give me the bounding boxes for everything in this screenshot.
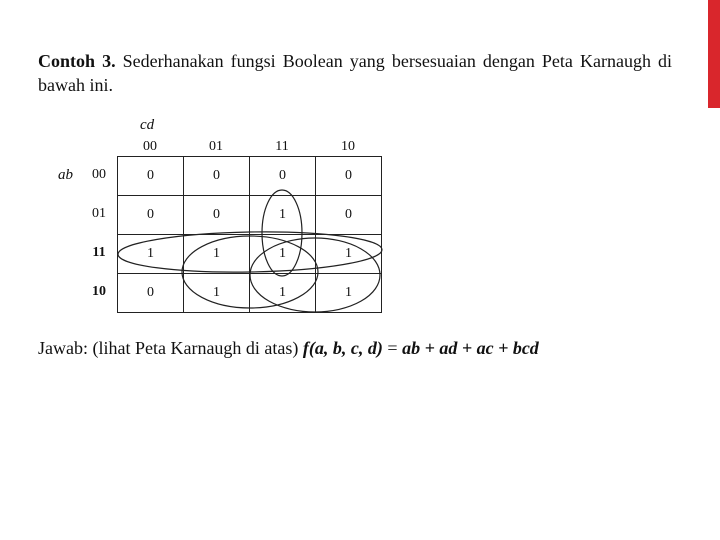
kmap-row	[118, 196, 382, 235]
kmap-cell: 0	[118, 274, 184, 313]
kmap-cell: 1	[316, 274, 382, 313]
row-variable-label: ab	[58, 167, 73, 183]
kmap-row	[118, 235, 382, 274]
karnaugh-map	[117, 156, 382, 313]
kmap-cell: 0	[316, 196, 382, 235]
kmap-cell: 0	[118, 196, 184, 235]
kmap-cell: 1	[250, 196, 316, 235]
answer-function: f(a, b, c, d)	[302, 338, 383, 358]
kmap-row	[118, 274, 382, 313]
kmap-cell: 1	[118, 235, 184, 274]
kmap-cell: 0	[184, 196, 250, 235]
column-variable-label: cd	[140, 117, 155, 133]
answer-prefix: Jawab: (lihat Peta Karnaugh di atas)	[38, 338, 299, 358]
answer-expression: ab + ad + ac + bcd	[402, 338, 539, 358]
answer-equals: =	[387, 338, 398, 358]
accent-bar	[708, 0, 720, 108]
row-header-10: 10	[92, 284, 106, 299]
kmap-cell: 1	[184, 235, 250, 274]
problem-label: Contoh 3.	[38, 51, 116, 71]
row-header-00: 00	[92, 167, 106, 182]
problem-text: Sederhanakan fungsi Boolean yang bersesuaian dengan Peta Karnaugh di bawah ini.	[38, 51, 673, 95]
row-header-11: 11	[92, 245, 106, 260]
kmap-row	[118, 157, 382, 196]
kmap-cell: 1	[316, 235, 382, 274]
col-header-10: 10	[341, 139, 355, 154]
kmap-cell: 1	[184, 274, 250, 313]
kmap-cell: 0	[184, 157, 250, 196]
kmap-cell: 0	[316, 157, 382, 196]
kmap-cell: 0	[250, 157, 316, 196]
col-header-11: 11	[275, 139, 289, 154]
kmap-cell: 1	[250, 274, 316, 313]
answer-line	[38, 336, 539, 360]
problem-statement	[38, 49, 672, 97]
col-header-01: 01	[209, 139, 223, 154]
kmap-cell: 0	[118, 157, 184, 196]
col-header-00: 00	[143, 139, 157, 154]
row-header-01: 01	[92, 206, 106, 221]
kmap-cell: 1	[250, 235, 316, 274]
